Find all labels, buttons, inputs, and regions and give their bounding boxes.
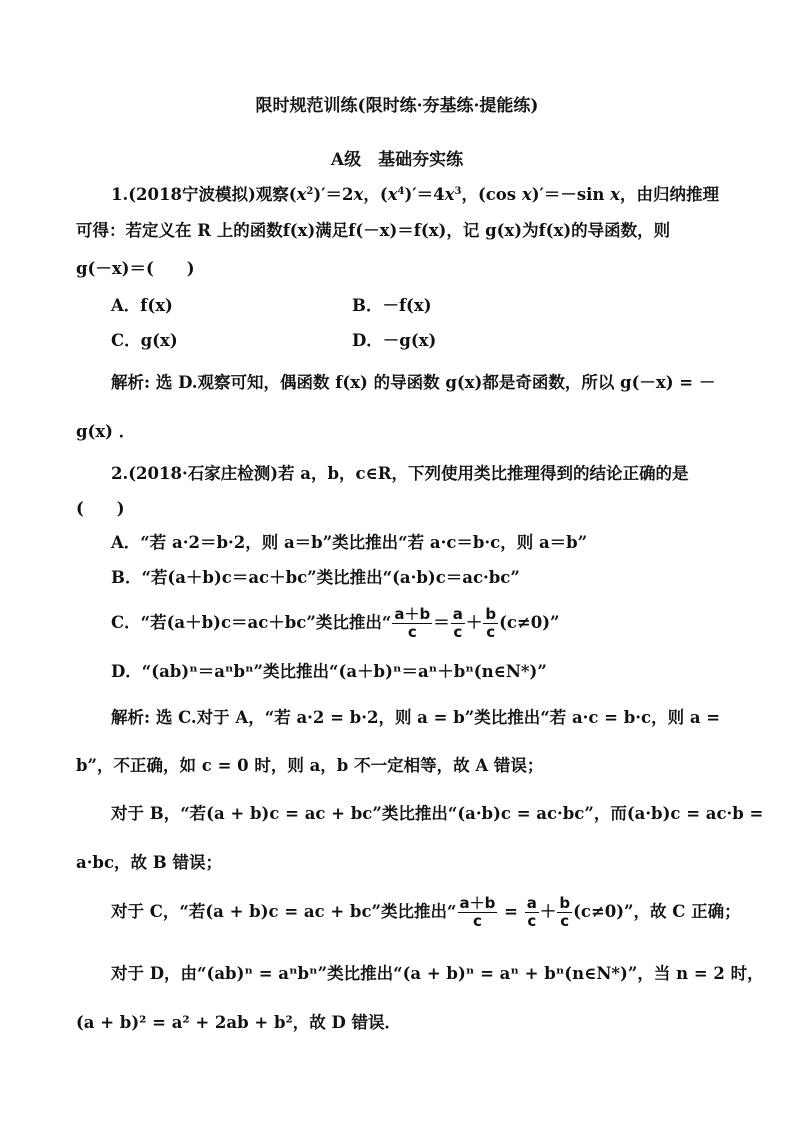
q1-option-b: B．－f(x) — [352, 296, 432, 315]
q1-stem-line3: g(－x)＝( ) — [76, 259, 195, 278]
q1-solution-line1: 解析: 选 D.观察可知，偶函数 f(x) 的导函数 g(x)都是奇函数，所以 g(－x) = － — [111, 373, 716, 392]
q2-solution-line4: a·bc，故 B 错误； — [76, 853, 222, 872]
fraction-a-over-c: $\frac{a}{c}$ — [452, 605, 463, 641]
q2-solution-line7: (a + b)² = a² + 2ab + b²，故 D 错误． — [76, 1013, 402, 1032]
fraction-a-plus-b-over-c-2: $\frac{a+b}{c}$ — [459, 894, 496, 930]
page-title: 限时规范训练(限时练·夯基练·提能练) — [255, 96, 539, 116]
q2-option-d: D．“(ab)ⁿ＝aⁿbⁿ”类比推出“(a＋b)ⁿ＝aⁿ＋bⁿ(n∈N*)” — [111, 662, 547, 681]
q1-option-a: A．f(x) — [111, 296, 173, 315]
fraction-b-over-c-2: $\frac{b}{c}$ — [559, 894, 571, 930]
q1-option-d: D．－g(x) — [352, 331, 437, 350]
q2-stem-line2: ( ) — [76, 499, 125, 518]
q2-option-c: C．“若(a＋b)c＝ac＋bc”类比推出“ $\frac{a+b}{c}$ ＝ $\frac{a}{c}$ ＋ $\frac{b}{c}$ (c≠0)” — [111, 605, 560, 641]
q2-solution-line2: b”，不正确，如 c = 0 时，则 a，b 不一定相等，故 A 错误； — [76, 756, 544, 775]
fraction-b-over-c: $\frac{b}{c}$ — [485, 605, 497, 641]
q2-option-b: B．“若(a＋b)c＝ac＋bc”类比推出“(a·b)c＝ac·bc” — [111, 568, 520, 587]
q2-option-a: A．“若 a·2＝b·2，则 a＝b”类比推出“若 a·c＝b·c，则 a＝b” — [111, 533, 588, 552]
q1-stem-line1: 1.(2018宁波模拟)观察$(x^2)'=2x$，$(x^4)'=4x^3$，(cos x)′＝－sin x，由归纳推理 — [111, 185, 720, 204]
fraction-a-plus-b-over-c: $\frac{a+b}{c}$ — [394, 605, 431, 641]
q1-solution-line2: g(x) ． — [76, 422, 136, 441]
q2-solution-line1: 解析: 选 C.对于 A，“若 a·2 = b·2，则 a = b”类比推出“若 a·c = b·c，则 a = — [111, 708, 721, 727]
q1-option-c: C．g(x) — [111, 331, 178, 350]
q2-stem-line1: 2.(2018·石家庄检测)若 a，b，c∈R，下列使用类比推理得到的结论正确的是 — [111, 464, 689, 483]
q1-stem-line2: 可得：若定义在 R 上的函数f(x)满足f(－x)＝f(x)，记 g(x)为f(x)的导函数，则 — [76, 221, 671, 240]
q2-solution-line6: 对于 D，由“(ab)ⁿ = aⁿbⁿ”类比推出“(a + b)ⁿ = aⁿ + bⁿ(n∈N*)”，当 n = 2 时， — [111, 964, 764, 983]
section-heading: A级 基础夯实练 — [330, 150, 464, 170]
q2-solution-line3: 对于 B，“若(a + b)c = ac + bc”类比推出“(a·b)c = ac·bc”，而(a·b)c = ac·b = — [111, 804, 764, 823]
fraction-a-over-c-2: $\frac{a}{c}$ — [526, 894, 537, 930]
q2-solution-line5: 对于 C，“若(a + b)c = ac + bc”类比推出“ $\frac{a+b}{c}$ = $\frac{a}{c}$ ＋ $\frac{b}{c}$ (c≠0)”，故 C 正确； — [111, 894, 741, 930]
